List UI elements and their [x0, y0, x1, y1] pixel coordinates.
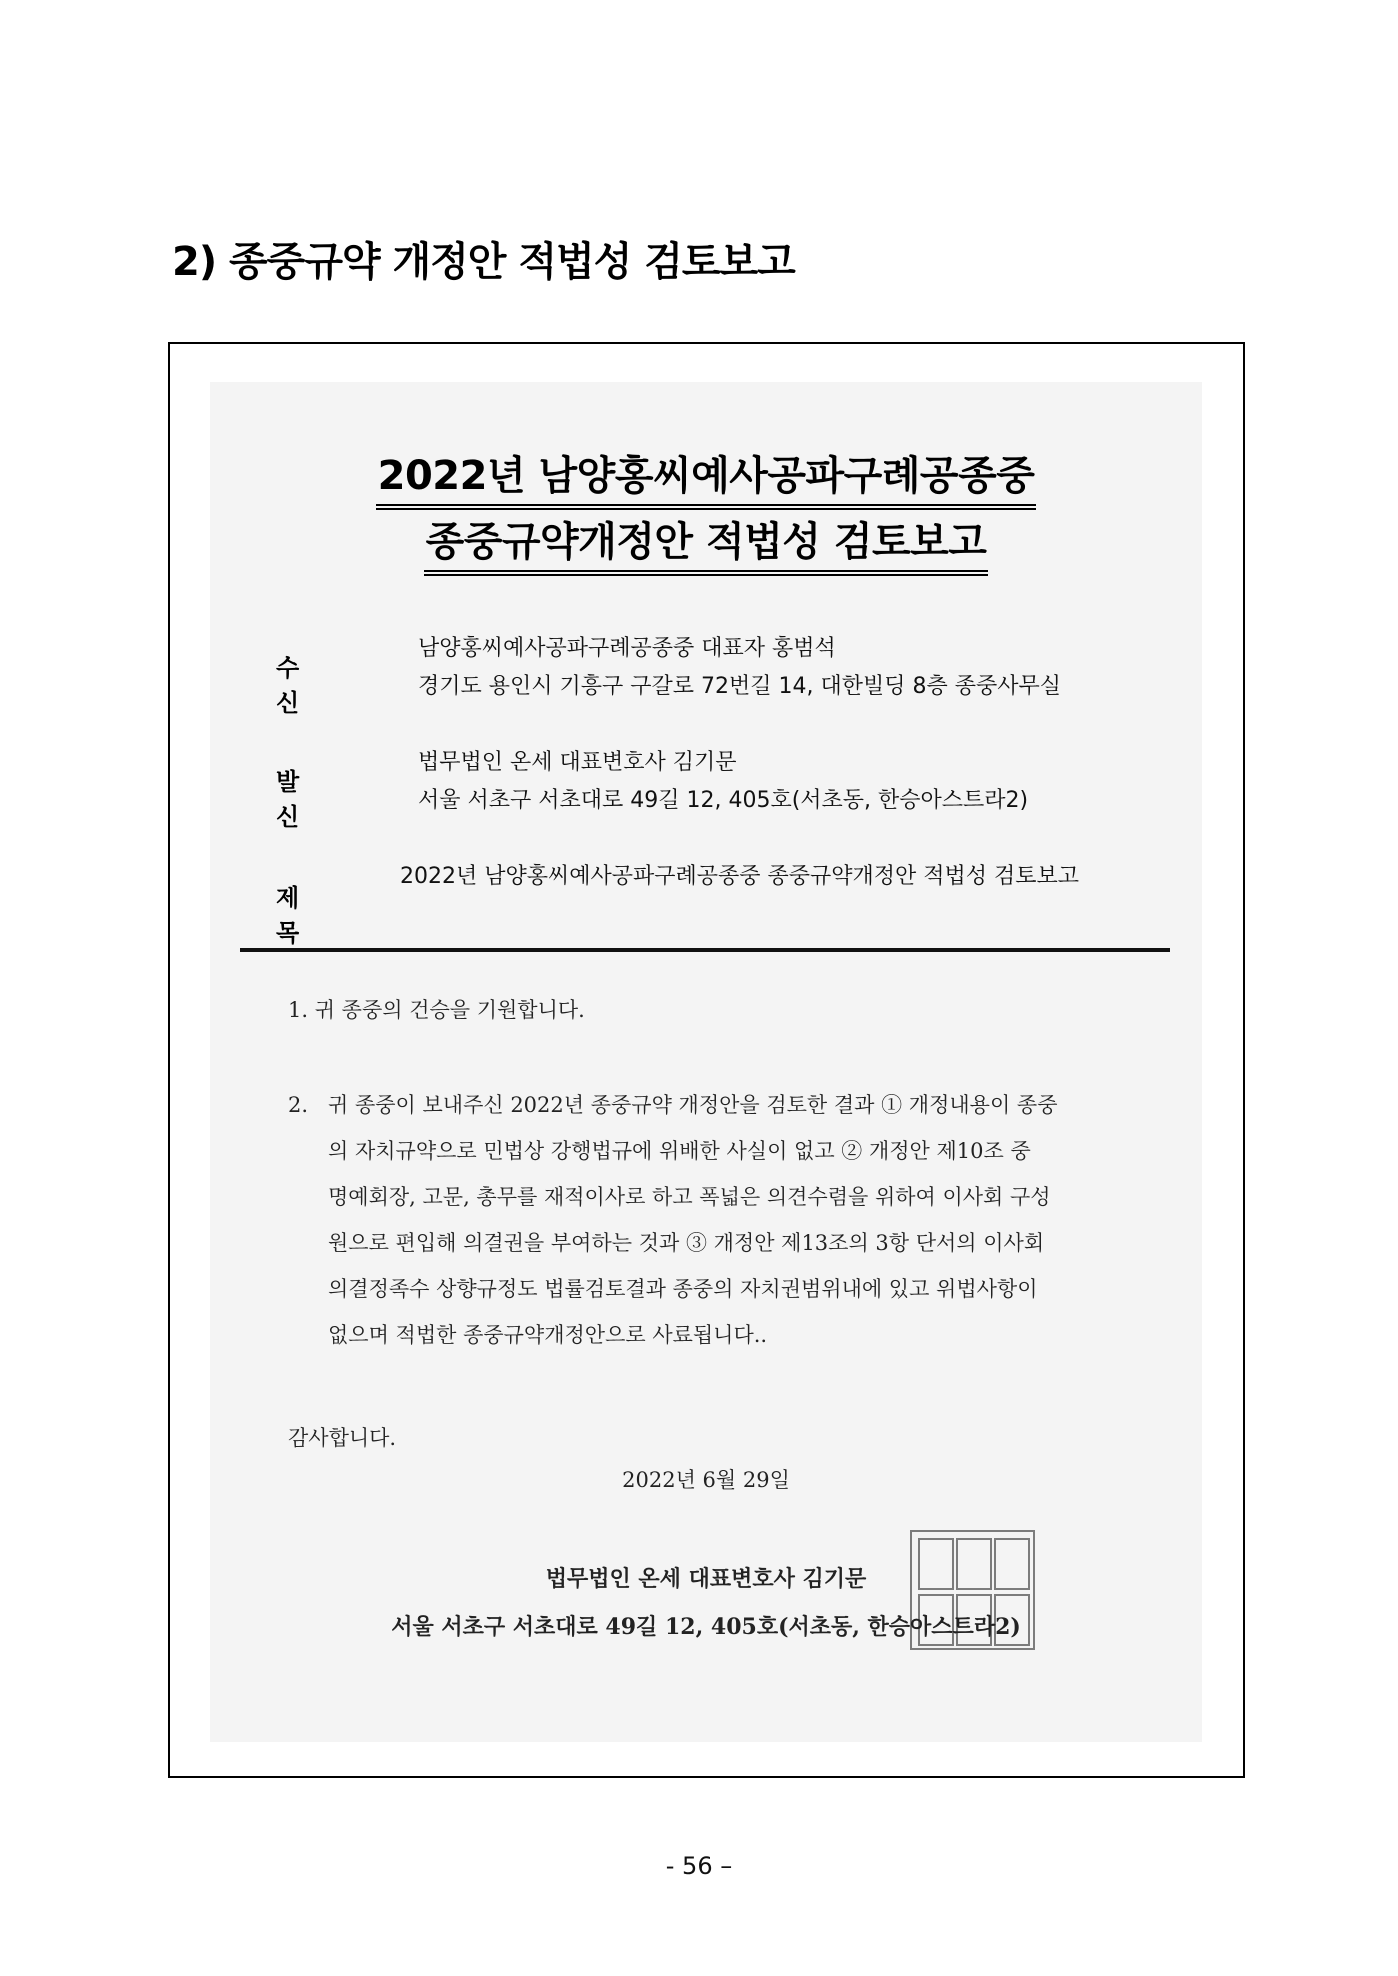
header-divider	[240, 948, 1170, 952]
paragraph-2-line: 의결정족수 상향규정도 법률검토결과 종중의 자치권범위내에 있고 위법사항이	[328, 1277, 1038, 1301]
paragraph-2	[288, 1082, 1178, 1358]
subject-label: 제 목	[276, 884, 314, 947]
subject-value: 2022년 남양홍씨예사공파구례공종중 종중규약개정안 적법성 검토보고	[400, 864, 1080, 889]
scanned-letter	[210, 382, 1202, 1742]
recipient-line1: 남양홍씨예사공파구례공종중 대표자 홍범석	[418, 636, 836, 661]
paragraph-2-line: 귀 종중이 보내주신 2022년 종중규약 개정안을 검토한 결과 ① 개정내용이 종중	[328, 1093, 1058, 1117]
paragraph-2-line: 원으로 편입해 의결권을 부여하는 것과 ③ 개정안 제13조의 3항 단서의 이사회	[328, 1231, 1045, 1255]
sender-line2: 서울 서초구 서초대로 49길 12, 405호(서초동, 한승아스트라2)	[418, 788, 1029, 813]
letter-date: 2022년 6월 29일	[622, 1468, 790, 1492]
sender-label: 발 신	[276, 768, 314, 831]
signature-name: 법무법인 온세 대표변호사 김기문	[545, 1566, 867, 1592]
paragraph-2-line: 의 자치규약으로 민법상 강행법규에 위배한 사실이 없고 ② 개정안 제10조 중	[328, 1139, 1031, 1163]
sender-line1: 법무법인 온세 대표변호사 김기문	[418, 750, 737, 775]
recipient-value	[418, 630, 1061, 706]
paragraph-2-number: 2.	[288, 1093, 309, 1117]
section-title: 2) 종중규약 개정안 적법성 검토보고	[172, 239, 795, 285]
page-number: - 56 –	[665, 1852, 733, 1880]
signature-address: 서울 서초구 서초대로 49길 12, 405호(서초동, 한승아스트라2)	[391, 1614, 1021, 1640]
paragraph-1: 1. 귀 종중의 건승을 기원합니다.	[288, 998, 585, 1022]
sender-value	[418, 744, 1028, 820]
recipient-line2: 경기도 용인시 기흥구 구갈로 72번길 14, 대한빌딩 8층 종중사무실	[418, 674, 1061, 699]
document-title-line1: 2022년 남양홍씨예사공파구례공종중	[210, 452, 1202, 510]
paragraph-2-line: 명예회장, 고문, 총무를 재적이사로 하고 폭넓은 의견수렴을 위하여 이사회 구성	[328, 1185, 1051, 1209]
closing-thanks: 감사합니다.	[288, 1426, 397, 1450]
recipient-label: 수 신	[276, 654, 314, 717]
document-title-line2: 종중규약개정안 적법성 검토보고	[210, 518, 1202, 576]
paragraph-2-line: 없으며 적법한 종중규약개정안으로 사료됩니다..	[328, 1323, 768, 1347]
